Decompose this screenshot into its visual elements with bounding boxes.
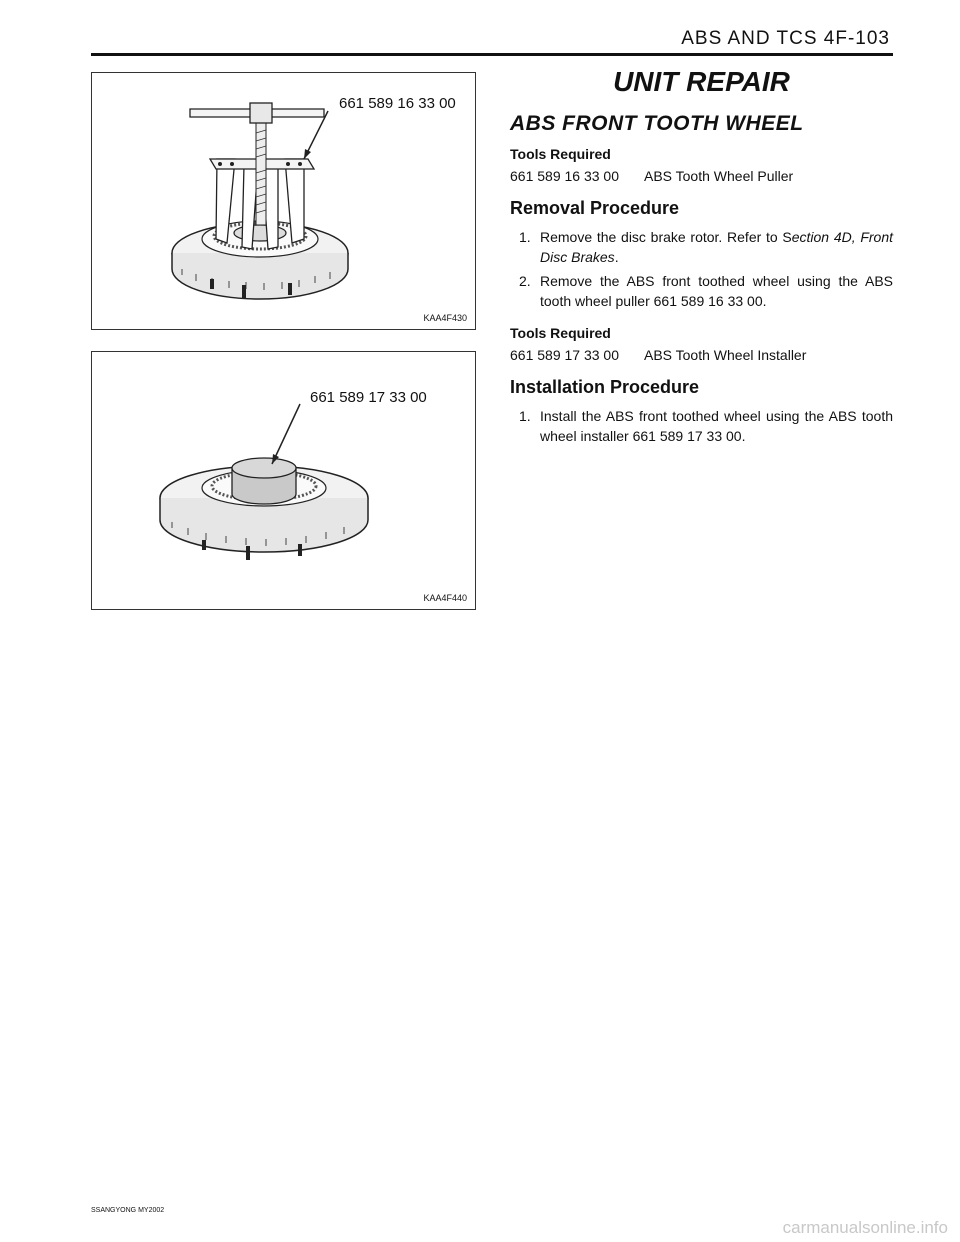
removal-procedure-title: Removal Procedure <box>510 198 680 218</box>
step-text: Remove the disc brake rotor. Refer to S <box>540 229 792 245</box>
watermark-link[interactable]: carmanualsonline.info <box>782 1218 948 1237</box>
header-rule <box>91 53 893 56</box>
removal-step-2 <box>510 271 893 311</box>
unit-repair-heading: UNIT REPAIR <box>613 66 790 97</box>
tools-required-label: Tools Required <box>510 325 611 341</box>
removal-step-1 <box>510 227 893 267</box>
figure-installer <box>91 351 476 610</box>
step-text-end: . <box>614 249 619 265</box>
tool-name: ABS Tooth Wheel Puller <box>644 168 794 184</box>
tool-line <box>510 347 893 363</box>
figure-puller <box>91 72 476 330</box>
content-column <box>510 66 893 460</box>
step-text: Install the ABS front toothed wheel using the ABS tooth wheel installer 661 589 17 33 00. <box>540 408 893 444</box>
figure-callout-puller: 661 589 16 33 00 <box>339 95 456 112</box>
figure-callout-installer: 661 589 17 33 00 <box>310 389 427 406</box>
tool-line <box>510 168 893 184</box>
installation-step-1 <box>510 406 893 446</box>
page-header-title: ABS AND TCS 4F-103 <box>681 28 890 49</box>
tool-name: ABS Tooth Wheel Installer <box>644 347 807 363</box>
step-number: 2. <box>519 273 531 289</box>
removal-steps <box>510 227 893 311</box>
installation-steps <box>510 406 893 446</box>
figure-code: KAA4F430 <box>423 313 467 323</box>
step-number: 1. <box>519 408 531 424</box>
step-number: 1. <box>519 229 531 245</box>
figure-code: KAA4F440 <box>423 593 467 603</box>
installation-procedure-title: Installation Procedure <box>510 377 700 397</box>
tool-code: 661 589 17 33 00 <box>510 347 619 363</box>
step-reference: ection 4D, Front Disc Brakes <box>540 229 894 265</box>
section-title: ABS FRONT TOOTH WHEEL <box>510 112 804 135</box>
page-footer: SSANGYONG MY2002 <box>91 1207 165 1214</box>
step-text: Remove the ABS front toothed wheel using the ABS tooth wheel puller 661 589 16 33 00. <box>540 273 893 309</box>
tool-code: 661 589 16 33 00 <box>510 168 619 184</box>
tools-required-label: Tools Required <box>510 146 611 162</box>
